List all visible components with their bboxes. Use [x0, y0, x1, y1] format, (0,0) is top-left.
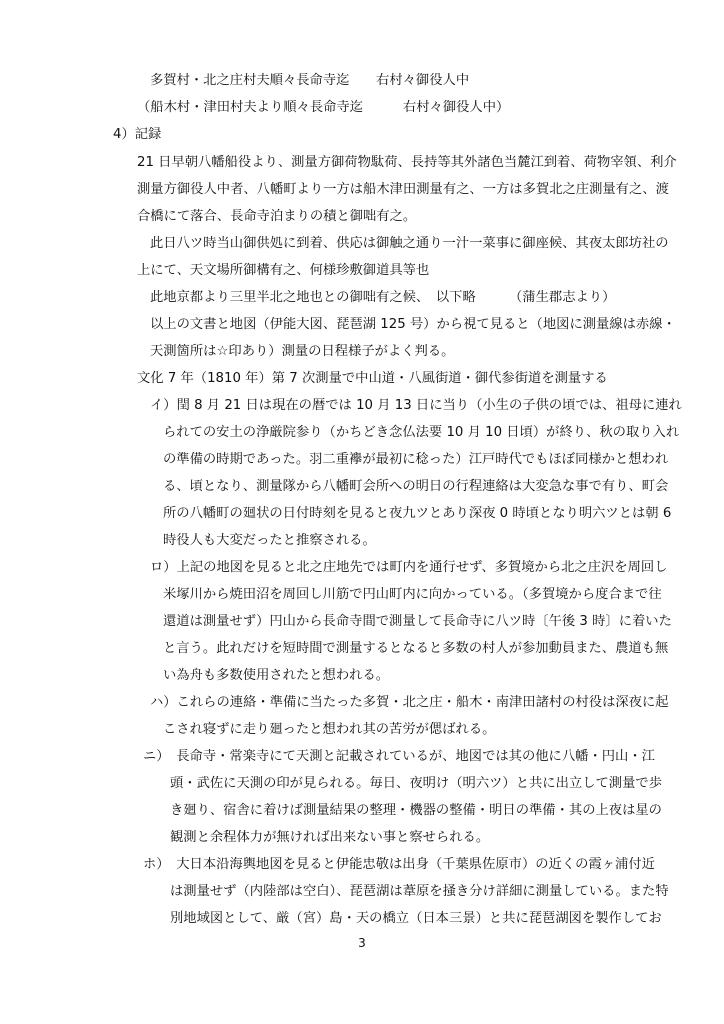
- section-heading: 4）記録: [113, 127, 162, 142]
- text-line: る、頃となり、測量隊から八幡町会所への明日の行程連絡は大変急な事で有り、町会: [163, 479, 669, 494]
- text-line: 此日八ツ時当山御供処に到着、供応は御触之通り一汁一菜事に御座候、其夜太郎坊社の: [150, 236, 669, 251]
- text-line: 以上の文書と地図（伊能大図、琵琶湖 125 号）から視て見ると（地図に測量線は赤線・: [150, 317, 676, 332]
- text-line: 天測箇所は☆印あり）測量の日程様子がよく判る。: [150, 344, 455, 359]
- text-line: こされ寝ずに走り廻ったと想われ其の苦労が偲ばれる。: [163, 722, 496, 737]
- text-line: 上にて、天文場所御構有之、何様珍敷御道具等也: [137, 263, 430, 278]
- list-item: ハ）これらの連絡・準備に当たった多賀・北之庄・船木・南津田諸村の村役は深夜に起: [150, 695, 669, 710]
- text-line: 観測と余程体力が無ければ出来ない事と察せられる。: [170, 830, 490, 845]
- text-line: 此地京都より三里半北之地也との御咄有之候、 以下略 （蒲生郡志より）: [150, 290, 616, 305]
- text-line: 測量方御役人中者、八幡町より一方は船木津田測量有之、一方は多賀北之庄測量有之、渡: [137, 182, 669, 197]
- text-line: 所の八幡町の廻状の日付時刻を見ると夜九ツとあり深夜 0 時頃となり明六ツとは朝 6: [163, 506, 672, 521]
- text-line: と言う。此れだけを短時間で測量するとなると多数の村人が参加動員また、農道も無: [163, 641, 669, 656]
- text-line: （船木村・津田村夫より順々長命寺迄 右村々御役人中）: [137, 100, 510, 115]
- text-line: 別地域図として、厳（宮）島・天の橋立（日本三景）と共に琵琶湖図を製作してお: [170, 911, 662, 926]
- text-line: の準備の時期であった。羽二重襷が最初に稔った）江戸時代でもほぼ同様かと想われ: [163, 452, 669, 467]
- list-item: ニ） 長命寺・常楽寺にて天測と記載されているが、地図では其の他に八幡・円山・江: [143, 749, 655, 764]
- page-number: 3: [358, 936, 366, 950]
- text-line: 還道は測量せず）円山から長命寺間で測量して長命寺に八ツ時〔午後 3 時〕に着いた: [163, 614, 672, 629]
- text-line: 文化 7 年（1810 年）第 7 次測量で中山道・八風街道・御代参街道を測量する: [137, 371, 608, 386]
- text-line: き廻り、宿舎に着けば測量結果の整理・機器の整備・明日の準備・其の上夜は星の: [170, 803, 662, 818]
- list-item: ホ） 大日本沿海輿地図を見ると伊能忠敬は出身（千葉県佐原市）の近くの霞ヶ浦付近: [143, 857, 655, 872]
- text-line: られての安土の浄厳院参り（かちどき念仏法要 10 月 10 日頃）が終り、秋の取り入れ: [163, 425, 680, 440]
- text-line: い為舟も多数使用されたと想われる。: [163, 668, 390, 683]
- text-line: 多賀村・北之庄村夫順々長命寺迄 右村々御役人中: [150, 73, 470, 88]
- text-line: は測量せず（内陸部は空白）、琵琶湖は葦原を掻き分け詳細に測量している。また特: [170, 884, 669, 899]
- text-line: 米塚川から焼田沼を周回し川筋で円山町内に向かっている。（多賀境から度合まで往: [163, 587, 662, 602]
- text-line: 時役人も大変だったと推察される。: [163, 533, 376, 548]
- text-line: 頭・武佐に天測の印が見られる。毎日、夜明け（明六ツ）と共に出立して測量で歩: [170, 776, 662, 791]
- text-line: 21 日早朝八幡船役より、測量方御荷物駄荷、長持等其外諸色当麓江到着、荷物宰領、利介: [137, 155, 677, 170]
- text-line: 合橋にて落合、長命寺泊まりの積と御咄有之。: [137, 209, 417, 224]
- list-item: ロ）上記の地図を見ると北之庄地先では町内を通行せず、多賀境から北之庄沢を周回し: [150, 560, 668, 575]
- list-item: イ）閏 8 月 21 日は現在の暦では 10 月 13 日に当り（小生の子供の頃では、祖母に連れ: [150, 398, 682, 413]
